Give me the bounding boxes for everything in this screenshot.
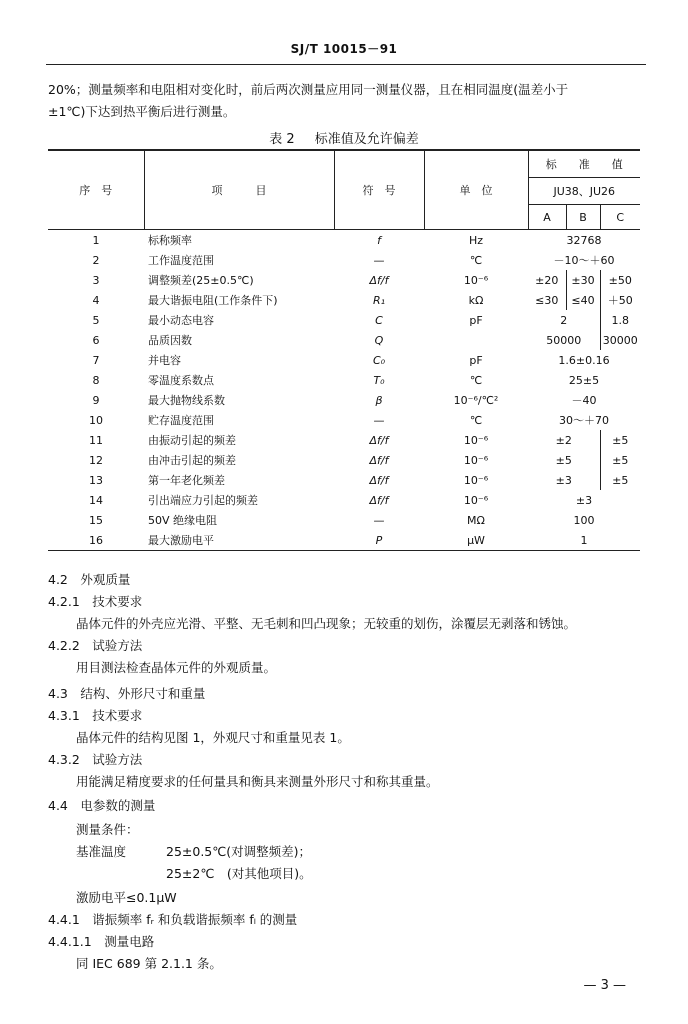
standard-values-table — [48, 149, 640, 551]
table-row — [48, 390, 640, 410]
table-row — [48, 310, 640, 330]
row-number: 16 — [48, 530, 144, 551]
row-item: 零温度系数点 — [148, 374, 214, 387]
row-value-a: ±20 — [535, 273, 559, 287]
header-rule — [46, 64, 646, 65]
row-item: 引出端应力引起的频差 — [148, 494, 258, 507]
measure-conditions-label: 测量条件： — [76, 822, 139, 837]
section-4-2-1: 4.2.1 技术要求 — [48, 594, 143, 609]
row-number: 15 — [89, 513, 103, 527]
row-number: 7 — [92, 353, 100, 367]
row-unit: pF — [469, 313, 483, 327]
row-unit: ℃ — [469, 373, 483, 387]
row-value-c: ±50 — [600, 270, 640, 290]
section-4-2-2-text: 用目测法检查晶体元件的外观质量。 — [76, 660, 277, 675]
row-item: 最大谐振电阻(工作条件下) — [148, 294, 278, 307]
table-row — [48, 510, 640, 530]
standard-code: SJ/T 10015－91 — [290, 42, 398, 56]
row-unit: MΩ — [467, 513, 485, 527]
row-value-c: ＋50 — [600, 290, 640, 310]
table-row — [48, 350, 640, 370]
row-number: 11 — [89, 433, 103, 447]
row-number: 12 — [89, 453, 103, 467]
row-unit: ℃ — [469, 253, 483, 267]
row-value-c: ±5 — [600, 470, 640, 490]
row-item: 最大激励电平 — [144, 530, 334, 551]
table-row — [48, 490, 640, 510]
row-symbol: Δf/f — [369, 453, 389, 467]
header-item: 项 目 — [144, 150, 334, 230]
row-item: 工作温度范围 — [148, 254, 214, 267]
table-row — [48, 230, 640, 251]
row-value: 1.6±0.16 — [558, 353, 610, 367]
row-symbol: — — [373, 253, 385, 267]
table-row — [48, 330, 640, 350]
header-unit: 单 位 — [424, 150, 528, 230]
table-row — [48, 450, 640, 470]
row-value-ab: 2 — [560, 313, 568, 327]
row-value-b: ±30 — [566, 270, 600, 290]
intro-line-2: ±1℃)下达到热平衡后进行测量。 — [48, 104, 236, 119]
table-row — [48, 250, 640, 270]
row-value-c: 1.8 — [600, 310, 640, 330]
row-number: 4 — [92, 293, 100, 307]
table-row — [48, 530, 640, 551]
row-symbol: T₀ — [373, 373, 385, 387]
row-item: 标称频率 — [148, 234, 192, 247]
row-symbol: β — [375, 393, 383, 407]
row-value: 30～＋70 — [559, 414, 610, 427]
page-number: — 3 — — [583, 978, 626, 993]
row-value: ±3 — [575, 493, 593, 507]
section-4-3-1-text: 晶体元件的结构见图 1，外观尺寸和重量见表 1。 — [76, 730, 350, 745]
ref-temp-line-1: 25±0.5℃(对调整频差)； — [166, 844, 312, 859]
table-row — [48, 290, 640, 310]
row-unit: 10⁻⁶ — [463, 473, 489, 487]
row-unit: Hz — [468, 233, 484, 247]
section-4-3-2-text: 用能满足精度要求的任何量具和衡具来测量外形尺寸和称其重量。 — [76, 774, 439, 789]
row-unit: pF — [469, 353, 483, 367]
row-number: 5 — [92, 313, 100, 327]
row-item: 50V 绝缘电阻 — [148, 514, 218, 527]
row-value-ab: ±3 — [555, 473, 572, 487]
row-symbol: Q — [374, 333, 384, 347]
header-symbol: 符 号 — [334, 150, 424, 230]
row-value-ab: ±5 — [555, 453, 572, 467]
row-value: －40 — [571, 394, 597, 407]
row-unit: ℃ — [469, 413, 483, 427]
row-number: 8 — [92, 373, 100, 387]
section-4-2-1-text: 晶体元件的外壳应光滑、平整、无毛刺和凹凸现象；无较重的划伤，涂覆层无剥落和锈蚀。 — [76, 616, 577, 631]
row-unit: 10⁻⁶ — [463, 493, 489, 507]
table-row — [48, 470, 640, 490]
row-symbol: — — [373, 513, 385, 527]
section-4-4: 4.4 电参数的测量 — [48, 798, 156, 813]
section-4-3-2: 4.3.2 试验方法 — [48, 752, 143, 767]
table-row — [48, 430, 640, 450]
row-item: 第一年老化频差 — [148, 474, 225, 487]
row-number: 9 — [92, 393, 100, 407]
row-symbol: P — [334, 530, 424, 551]
row-item: 调整频差(25±0.5℃) — [148, 274, 254, 287]
row-unit — [424, 330, 528, 350]
section-4-3-1: 4.3.1 技术要求 — [48, 708, 143, 723]
row-symbol: Δf/f — [369, 473, 389, 487]
row-value-ab: 50000 — [546, 333, 582, 347]
row-value-b: ≤40 — [566, 290, 600, 310]
row-item: 由振动引起的频差 — [148, 434, 236, 447]
row-number: 6 — [92, 333, 100, 347]
row-unit: μW — [424, 530, 528, 551]
row-number: 10 — [89, 413, 103, 427]
row-symbol: Δf/f — [369, 273, 389, 287]
table-caption-number: 表 2 — [269, 132, 295, 147]
table-row — [48, 410, 640, 430]
row-unit: kΩ — [468, 293, 484, 307]
row-number: 3 — [92, 273, 100, 287]
row-item: 最大抛物线系数 — [148, 394, 225, 407]
row-item: 品质因数 — [148, 334, 192, 347]
row-value-c: ±5 — [600, 450, 640, 470]
header-grade-a: A — [528, 205, 566, 230]
section-4-2: 4.2 外观质量 — [48, 572, 131, 587]
row-symbol: C₀ — [372, 353, 386, 367]
drive-level: 激励电平≤0.1μW — [76, 890, 177, 905]
row-symbol: Δf/f — [369, 433, 389, 447]
row-number: 13 — [89, 473, 103, 487]
header-grade-c: C — [600, 205, 640, 230]
row-symbol: C — [375, 313, 383, 327]
row-symbol: f — [377, 233, 381, 247]
row-unit: 10⁻⁶/℃² — [453, 393, 499, 407]
row-value: 100 — [573, 513, 595, 527]
row-value-c: ±5 — [600, 430, 640, 450]
row-item: 并电容 — [148, 354, 181, 367]
row-unit: 10⁻⁶ — [463, 273, 489, 287]
row-item: 贮存温度范围 — [148, 414, 214, 427]
table-row — [48, 270, 640, 290]
header-no: 序 号 — [48, 150, 144, 230]
row-value: 32768 — [566, 233, 602, 247]
table-body — [48, 230, 640, 551]
row-symbol: — — [373, 413, 385, 427]
row-unit: 10⁻⁶ — [463, 433, 489, 447]
row-value: －10～＋60 — [553, 254, 615, 267]
row-unit: 10⁻⁶ — [463, 453, 489, 467]
ref-temp-label: 基准温度 — [76, 844, 127, 859]
header-grade-b: B — [566, 205, 600, 230]
section-4-4-1: 4.4.1 谐振频率 fᵣ 和负载谐振频率 fₗ 的测量 — [48, 912, 298, 927]
section-4-3: 4.3 结构、外形尺寸和重量 — [48, 686, 206, 701]
table-caption-title: 标准值及允许偏差 — [314, 132, 419, 147]
table-caption — [0, 128, 688, 147]
row-item: 最小动态电容 — [148, 314, 214, 327]
row-value-a: ≤30 — [535, 293, 559, 307]
section-4-4-1-1: 4.4.1.1 测量电路 — [48, 934, 155, 949]
intro-line-1: 20%；测量频率和电阻相对变化时，前后两次测量应用同一测量仪器，且在相同温度(温差小于 — [48, 82, 569, 97]
row-value-c: 30000 — [600, 330, 640, 350]
table-row — [48, 370, 640, 390]
row-number: 2 — [92, 253, 100, 267]
row-item: 由冲击引起的频差 — [148, 454, 236, 467]
section-4-4-1-1-text: 同 IEC 689 第 2.1.1 条。 — [76, 956, 222, 971]
section-4-2-2: 4.2.2 试验方法 — [48, 638, 143, 653]
ref-temp-line-2: 25±2℃ (对其他项目)。 — [166, 866, 312, 881]
row-symbol: Δf/f — [369, 493, 389, 507]
row-number: 14 — [89, 493, 103, 507]
row-symbol: R₁ — [372, 293, 386, 307]
row-number: 1 — [92, 233, 100, 247]
row-value: 1 — [528, 530, 640, 551]
header-standard-value: 标 准 值 — [528, 150, 640, 178]
header-model: JU38、JU26 — [528, 178, 640, 205]
row-value: 25±5 — [568, 373, 600, 387]
row-value-ab: ±2 — [555, 433, 572, 447]
